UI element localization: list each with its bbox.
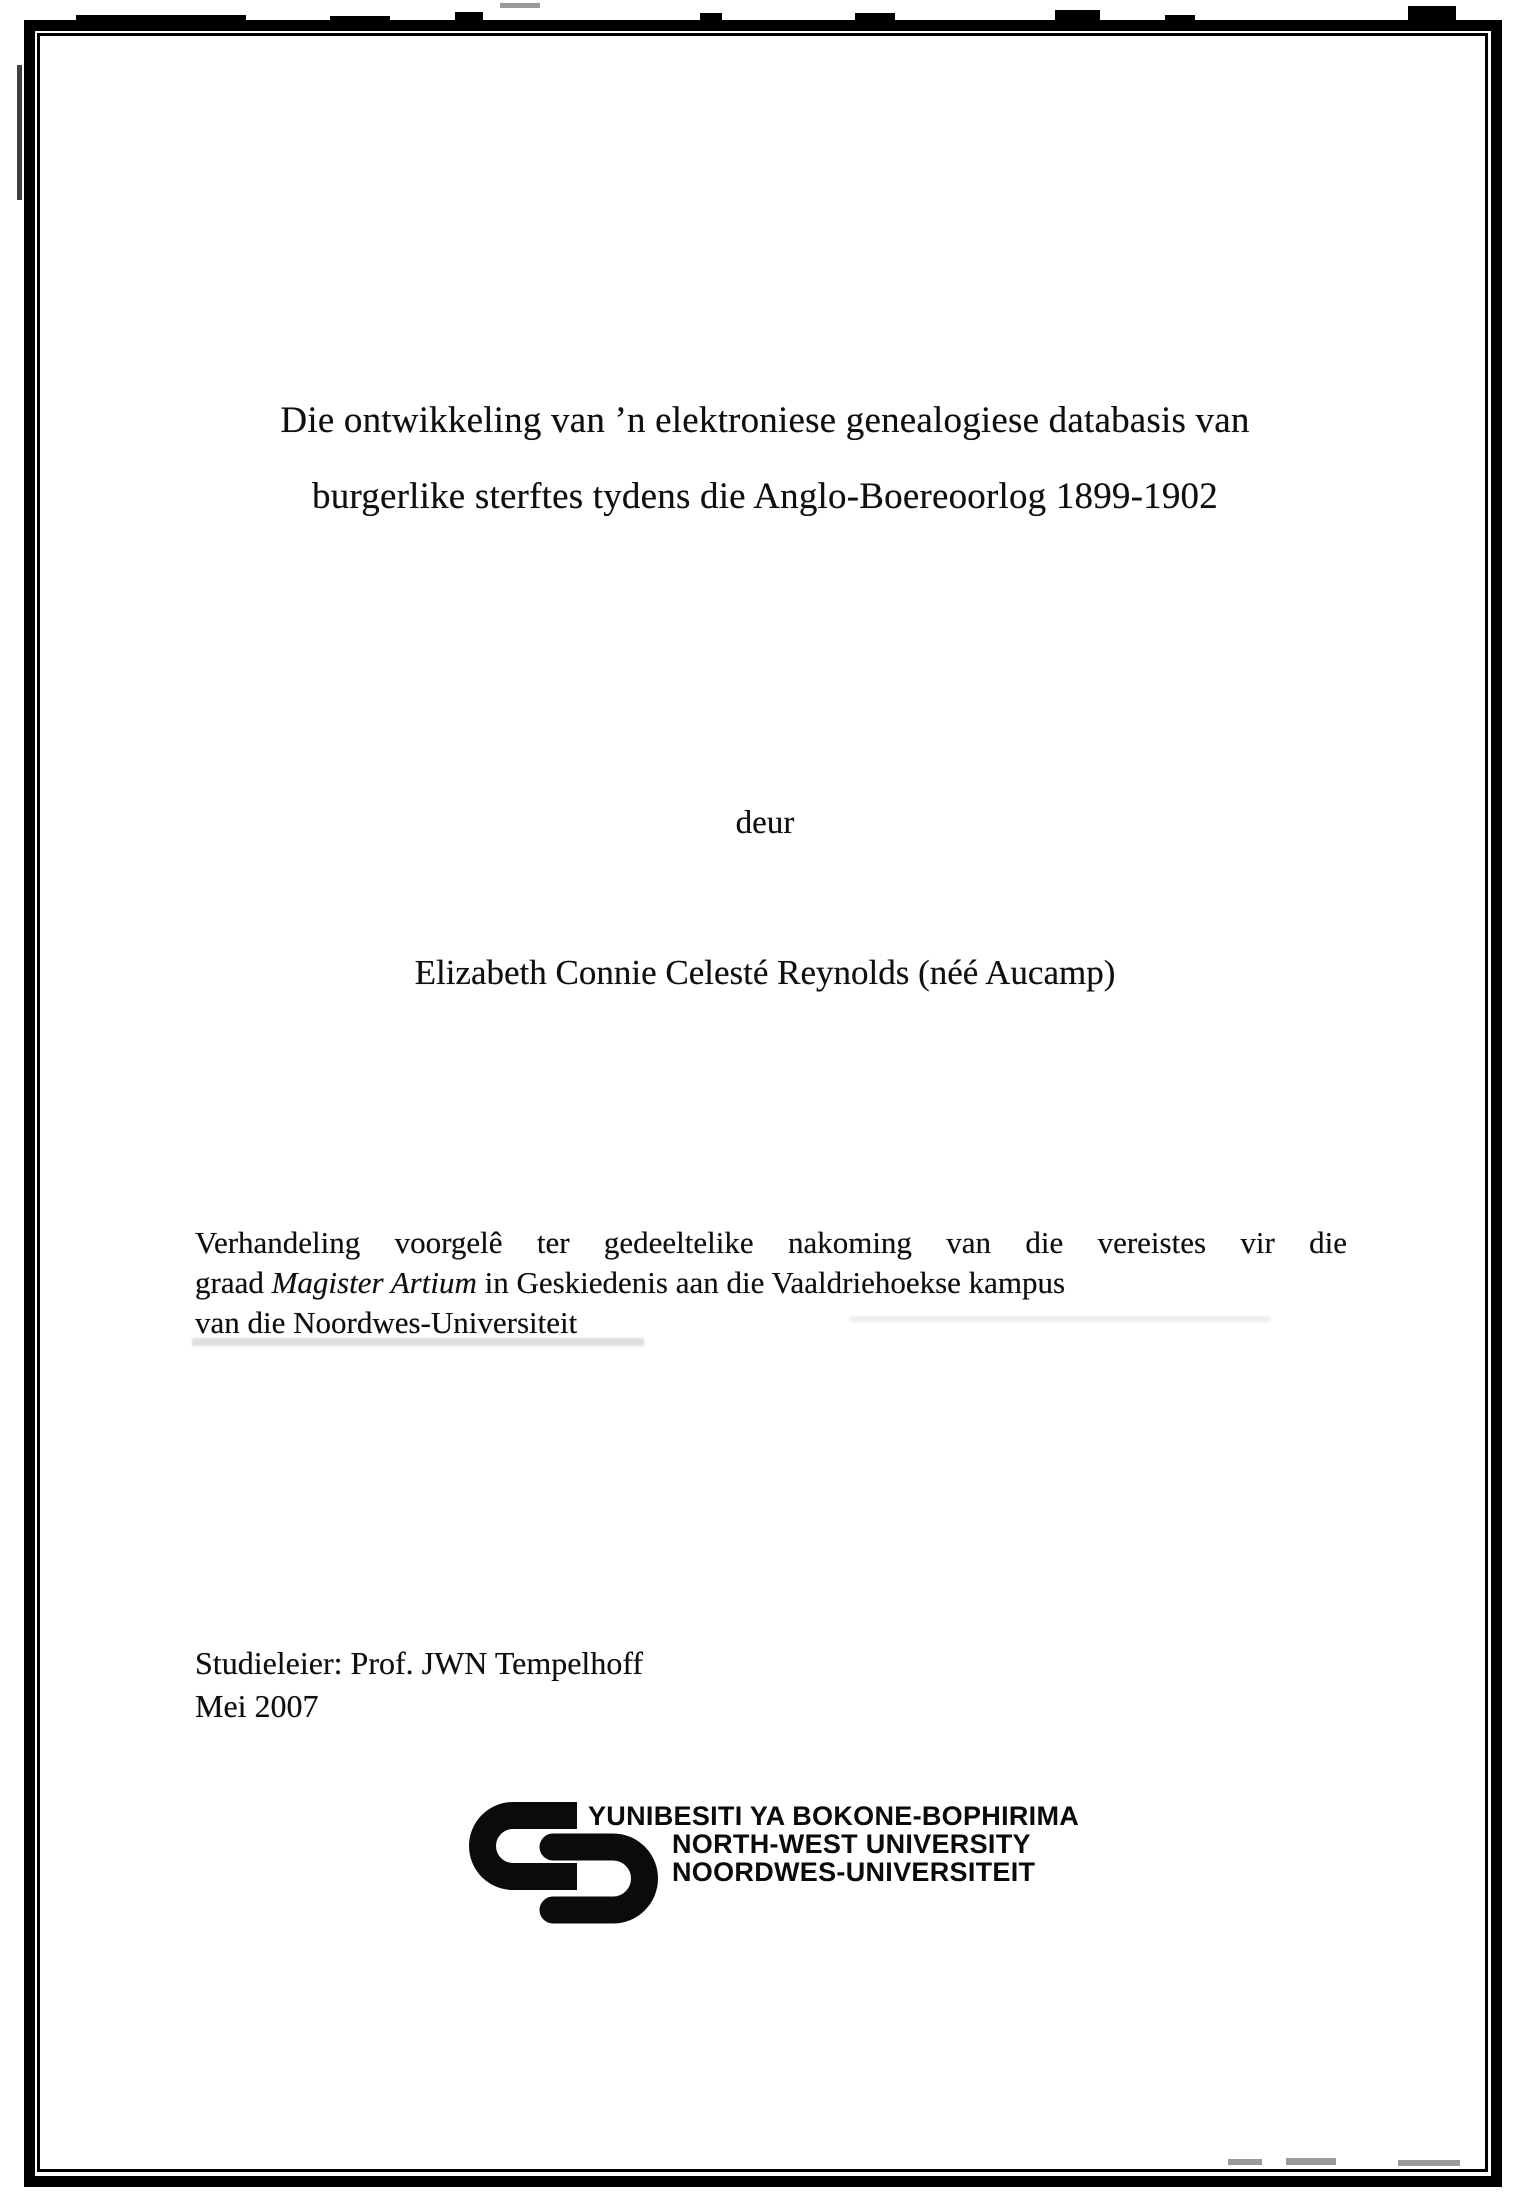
scan-artifact: [330, 16, 390, 22]
scan-artifact: [455, 12, 483, 22]
scan-artifact: [855, 13, 895, 22]
scan-artifact: [1408, 6, 1456, 22]
thesis-title: [185, 383, 1345, 535]
scan-artifact: [192, 1338, 644, 1346]
byline-preposition: deur: [735, 805, 795, 841]
author-name: Elizabeth Connie Celesté Reynolds (néé Aucamp): [414, 953, 1116, 992]
supervisor-line: Studieleier: Prof. JWN Tempelhoff: [195, 1645, 644, 1681]
scan-artifact: [1286, 2158, 1336, 2165]
statement-line-2: [195, 1263, 1347, 1303]
nwu-logo-text: [588, 1802, 1079, 1886]
degree-statement: [195, 1223, 1347, 1343]
title-line-2: burgerlike sterftes tydens die Anglo-Boereoorlog 1899-1902: [312, 476, 1218, 517]
scan-artifact: [500, 3, 540, 8]
scan-artifact: [1228, 2159, 1262, 2165]
statement-line-1: Verhandeling voorgelê ter gedeeltelike nakoming van die vereistes vir die: [195, 1225, 1347, 1260]
logo-text-line-setswana: YUNIBESITI YA BOKONE-BOPHIRIMA: [588, 1801, 1080, 1831]
statement-line-2-pre: graad: [195, 1265, 272, 1300]
statement-line-2-post: in Geskiedenis aan die Vaaldriehoekse kampus: [476, 1265, 1066, 1300]
title-line-1: Die ontwikkeling van ’n elektroniese genealogiese databasis van: [280, 400, 1250, 441]
scan-artifact: [1398, 2160, 1460, 2166]
scan-artifact: [850, 1316, 1270, 1322]
scan-artifact: [1055, 10, 1100, 22]
scan-artifact: [1165, 15, 1195, 22]
statement-line-3: van die Noordwes-Universiteit: [195, 1305, 578, 1340]
logo-text-line-english: NORTH-WEST UNIVERSITY: [672, 1829, 1031, 1859]
scan-artifact: [700, 13, 722, 22]
scan-artifact: [76, 15, 246, 23]
scan-artifact: [17, 65, 22, 200]
supervisor-block: [195, 1642, 643, 1728]
logo-text-line-afrikaans: NOORDWES-UNIVERSITEIT: [672, 1857, 1036, 1887]
degree-name-italic: Magister Artium: [271, 1265, 477, 1300]
date-line: Mei 2007: [195, 1688, 319, 1724]
